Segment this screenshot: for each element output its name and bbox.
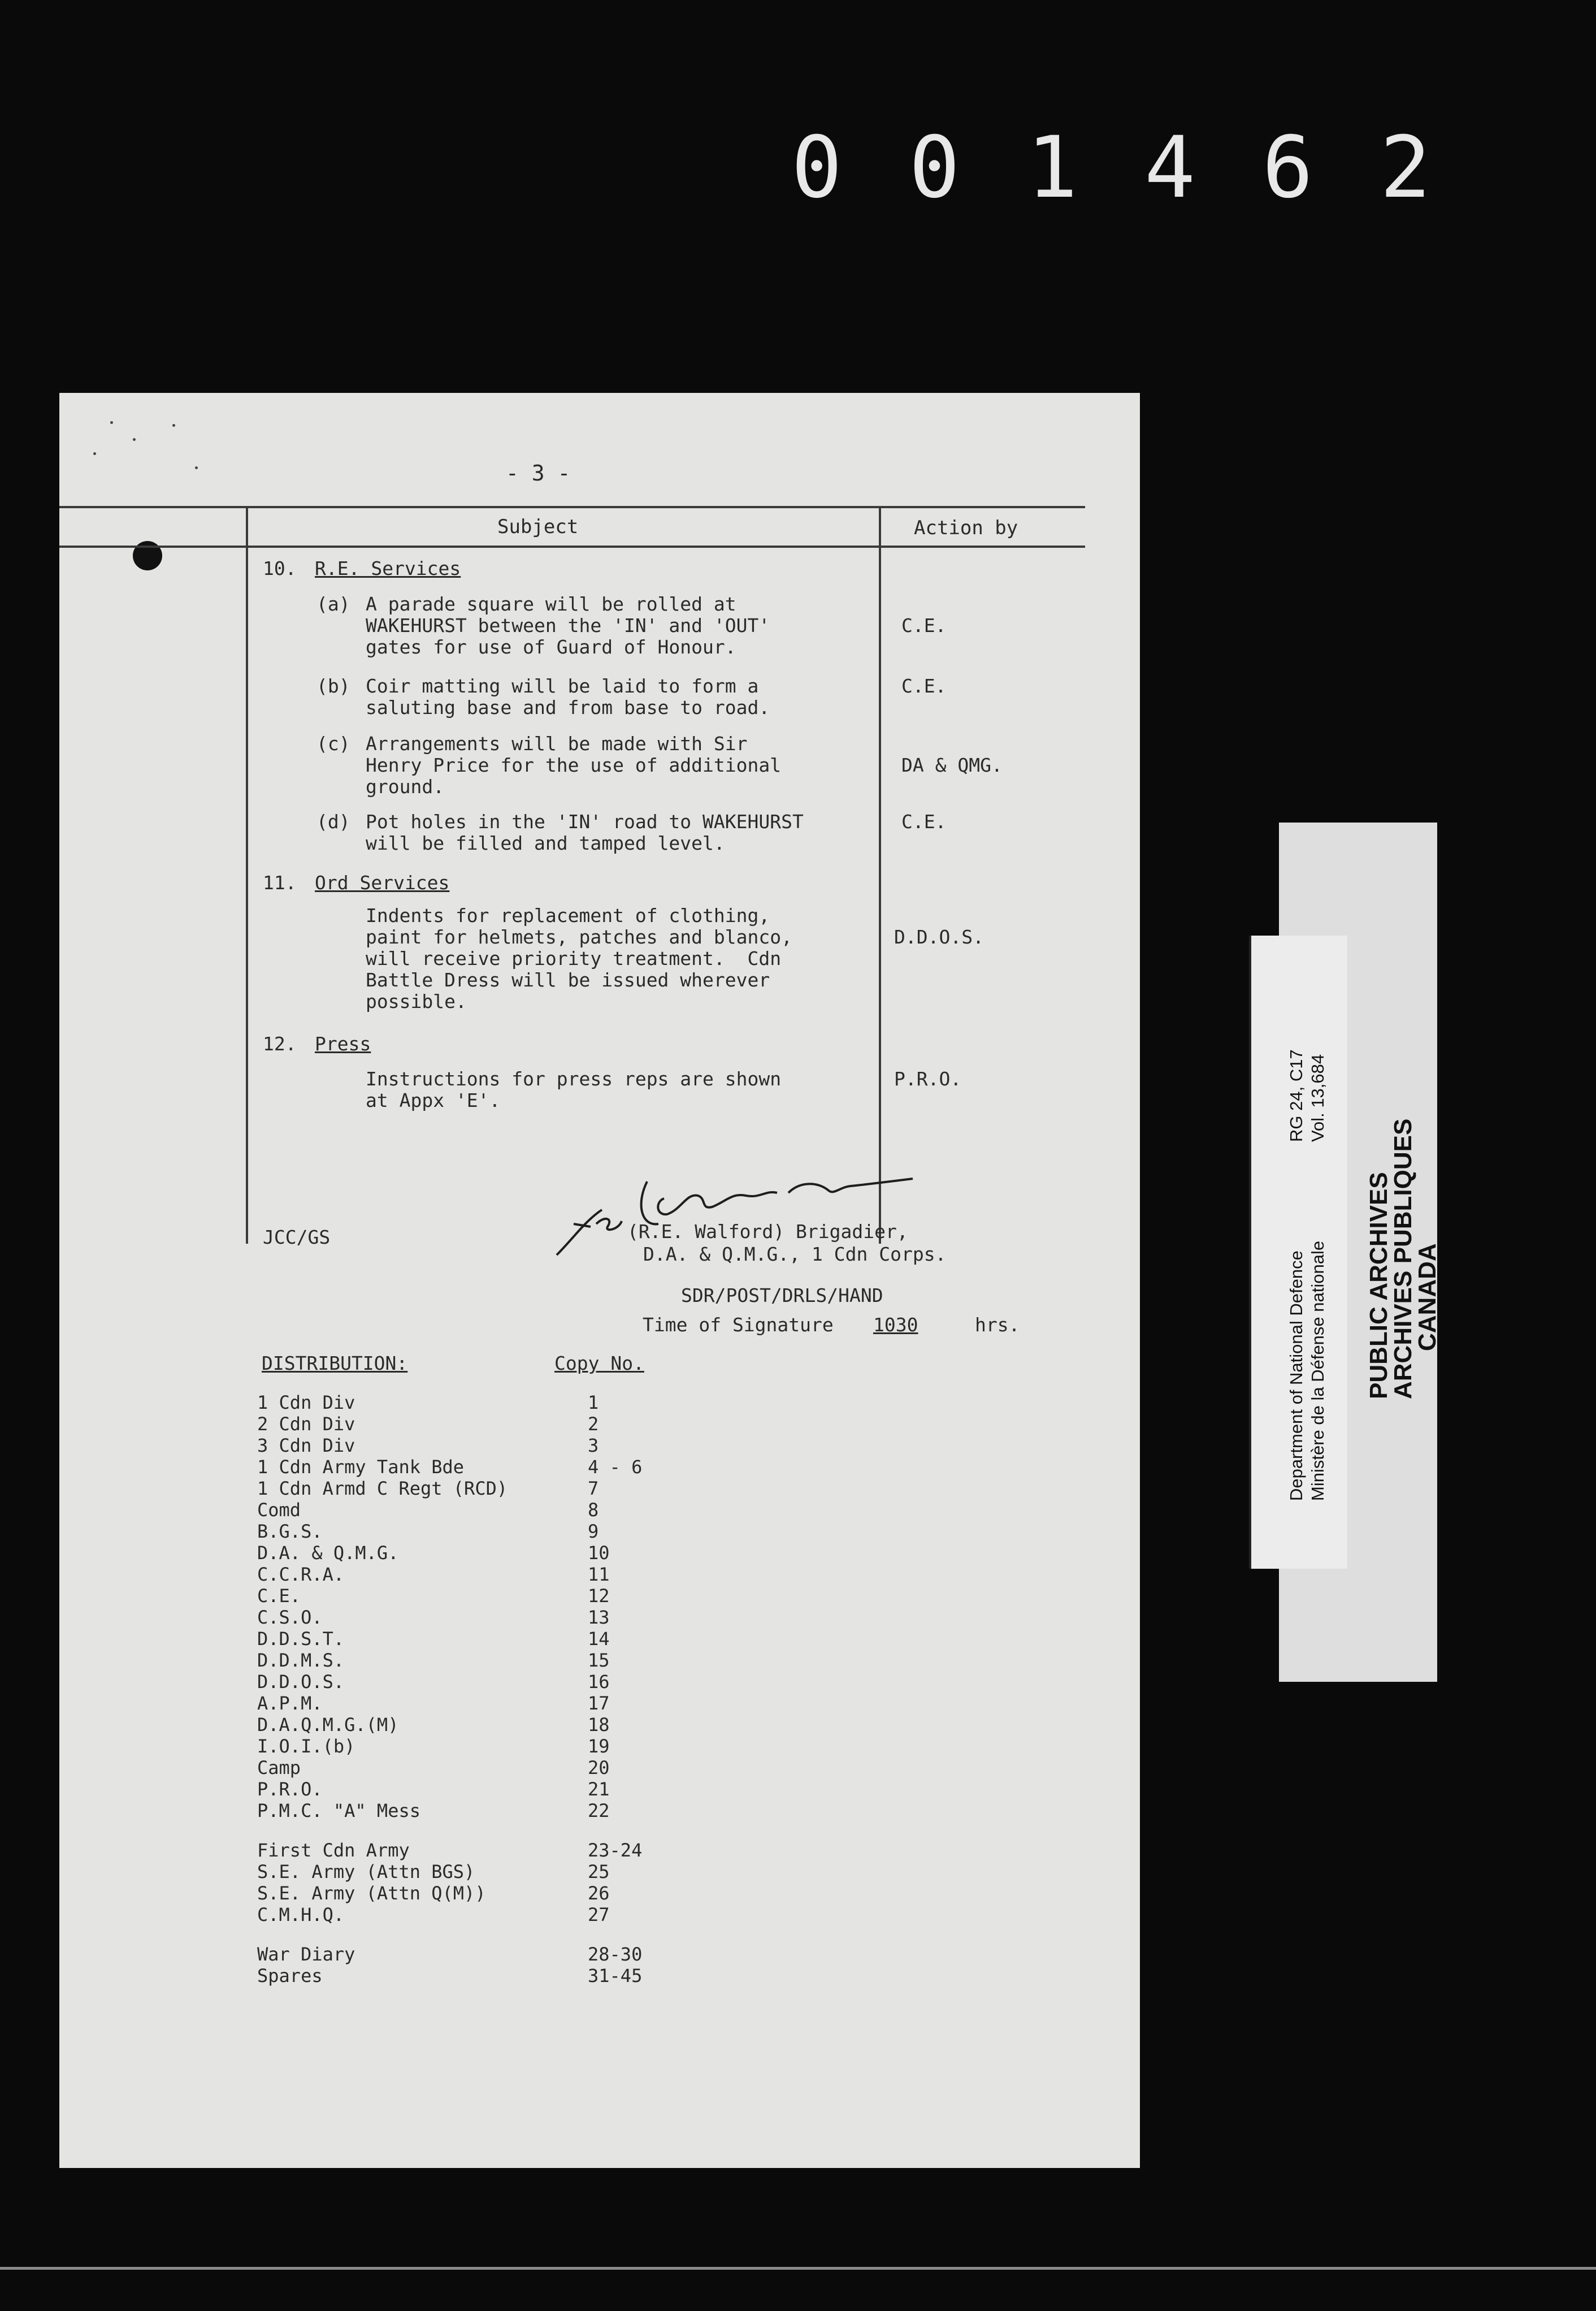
time-of-signature-label: Time of Signature	[643, 1314, 834, 1336]
item-line: saluting base and from base to road.	[366, 696, 770, 719]
distribution-unit: P.R.O.	[257, 1778, 323, 1800]
section-number: 10.	[263, 557, 297, 579]
reference-code: JCC/GS	[263, 1226, 331, 1248]
distribution-copy-number: 18	[588, 1714, 610, 1736]
item-line: Pot holes in the 'IN' road to WAKEHURST	[366, 811, 804, 833]
distribution-copy-number: 3	[588, 1435, 599, 1456]
action-value: C.E.	[901, 811, 947, 833]
distribution-unit: Comd	[257, 1499, 301, 1521]
signatory-line: (R.E. Walford) Brigadier,	[627, 1221, 908, 1243]
distribution-copy-number: 14	[588, 1628, 610, 1650]
copy-number-header: Copy No.	[554, 1352, 644, 1374]
distribution-unit: D.D.M.S.	[257, 1650, 345, 1671]
distribution-copy-number: 19	[588, 1736, 610, 1757]
distribution-copy-number: 8	[588, 1499, 599, 1521]
distribution-unit: C.E.	[257, 1585, 301, 1607]
speck	[133, 438, 136, 441]
archives-en: PUBLIC ARCHIVES	[1365, 1172, 1393, 1399]
distribution-unit: C.S.O.	[257, 1607, 323, 1628]
distribution-unit: D.D.O.S.	[257, 1671, 345, 1693]
distribution-unit: S.E. Army (Attn BGS)	[257, 1861, 475, 1882]
frame-number: 001462	[791, 119, 1498, 217]
distribution-copy-number: 2	[588, 1413, 599, 1435]
distribution-unit: C.M.H.Q.	[257, 1904, 345, 1925]
item-label: (d)	[316, 811, 350, 833]
distribution-copy-number: 20	[588, 1757, 610, 1778]
item-line: paint for helmets, patches and blanco,	[366, 926, 792, 948]
distribution-unit: I.O.I.(b)	[257, 1736, 355, 1757]
distribution-copy-number: 16	[588, 1671, 610, 1693]
item-label: (b)	[316, 675, 350, 697]
item-line: Indents for replacement of clothing,	[366, 905, 770, 927]
distribution-copy-number: 10	[588, 1542, 610, 1564]
distribution-unit: D.A.Q.M.G.(M)	[257, 1714, 399, 1736]
distribution-unit: 3 Cdn Div	[257, 1435, 355, 1456]
time-of-signature-value: 1030	[873, 1314, 918, 1336]
distribution-copy-number: 25	[588, 1861, 610, 1882]
distribution-unit: P.M.C. "A" Mess	[257, 1800, 420, 1821]
distribution-unit: Spares	[257, 1965, 323, 1987]
archives-country: CANADA	[1413, 1243, 1441, 1351]
section-number: 12.	[263, 1033, 297, 1055]
document-page	[59, 393, 1140, 2168]
distribution-unit: 1 Cdn Armd C Regt (RCD)	[257, 1478, 508, 1499]
speck	[110, 421, 113, 424]
distribution-unit: D.D.S.T.	[257, 1628, 345, 1650]
distribution-copy-number: 17	[588, 1693, 610, 1714]
archive-volume: Vol. 13,684	[1308, 1054, 1328, 1142]
speck	[93, 452, 96, 455]
action-by-header: Action by	[914, 517, 1018, 539]
distribution-copy-number: 22	[588, 1800, 610, 1821]
action-value: C.E.	[901, 614, 947, 637]
table-right-rule	[879, 506, 881, 1244]
distribution-copy-number: 1	[588, 1392, 599, 1413]
distribution-unit: A.P.M.	[257, 1693, 323, 1714]
distribution-copy-number: 12	[588, 1585, 610, 1607]
distribution-copy-number: 7	[588, 1478, 599, 1499]
item-line: Arrangements will be made with Sir	[366, 733, 748, 755]
item-label: (a)	[316, 593, 350, 615]
department-fr: Ministère de la Défense nationale	[1308, 1240, 1328, 1501]
distribution-copy-number: 15	[588, 1650, 610, 1671]
distribution-unit: Camp	[257, 1757, 301, 1778]
distribution-unit: D.A. & Q.M.G.	[257, 1542, 399, 1564]
distribution-copy-number: 27	[588, 1904, 610, 1925]
speck	[172, 424, 175, 427]
archives-fr: ARCHIVES PUBLIQUES	[1389, 1118, 1417, 1399]
item-line: possible.	[366, 990, 467, 1012]
item-line: gates for use of Guard of Honour.	[366, 636, 736, 658]
time-suffix: hrs.	[975, 1314, 1020, 1336]
distribution-unit: C.C.R.A.	[257, 1564, 345, 1585]
item-line: will be filled and tamped level.	[366, 832, 725, 854]
archive-reference: RG 24, C17	[1286, 1049, 1306, 1142]
distribution-copy-number: 28-30	[588, 1944, 643, 1965]
table-left-rule	[246, 506, 248, 1244]
item-line: will receive priority treatment. Cdn	[366, 947, 782, 970]
item-line: at Appx 'E'.	[366, 1089, 501, 1111]
signatory-line: D.A. & Q.M.G., 1 Cdn Corps.	[643, 1243, 947, 1265]
item-line: A parade square will be rolled at	[366, 593, 736, 615]
section-heading: R.E. Services	[315, 557, 461, 579]
department-en: Department of National Defence	[1286, 1250, 1306, 1501]
item-line: Henry Price for the use of additional	[366, 754, 782, 776]
item-line: Coir matting will be laid to form a	[366, 675, 759, 697]
distribution-unit: War Diary	[257, 1944, 355, 1965]
archive-reference-card	[1249, 936, 1347, 1569]
distribution-copy-number: 23-24	[588, 1840, 643, 1861]
section-heading: Press	[315, 1033, 371, 1055]
distribution-copy-number: 9	[588, 1521, 599, 1542]
distribution-copy-number: 11	[588, 1564, 610, 1585]
item-line: Instructions for press reps are shown	[366, 1068, 782, 1090]
section-heading: Ord Services	[315, 872, 450, 894]
item-label: (c)	[316, 733, 350, 755]
distribution-header: DISTRIBUTION:	[262, 1352, 408, 1374]
section-number: 11.	[263, 872, 297, 894]
page-number: - 3 -	[506, 461, 571, 486]
distribution-unit: 1 Cdn Army Tank Bde	[257, 1456, 465, 1478]
action-value: D.D.O.S.	[894, 926, 984, 948]
item-line: ground.	[366, 776, 445, 798]
distribution-copy-number: 13	[588, 1607, 610, 1628]
table-top-rule	[59, 506, 1085, 508]
dispatch-method: SDR/POST/DRLS/HAND	[681, 1284, 883, 1306]
item-line: Battle Dress will be issued wherever	[366, 969, 770, 991]
distribution-unit: S.E. Army (Attn Q(M))	[257, 1882, 486, 1904]
distribution-unit: First Cdn Army	[257, 1840, 410, 1861]
distribution-unit: 2 Cdn Div	[257, 1413, 355, 1435]
action-value: P.R.O.	[894, 1068, 962, 1090]
table-header-rule	[59, 546, 1085, 548]
speck	[195, 466, 198, 469]
distribution-copy-number: 31-45	[588, 1965, 643, 1987]
action-value: DA & QMG.	[901, 754, 1003, 776]
film-edge-line	[0, 2267, 1596, 2270]
distribution-copy-number: 21	[588, 1778, 610, 1800]
subject-header: Subject	[497, 516, 579, 538]
distribution-copy-number: 4 - 6	[588, 1456, 643, 1478]
distribution-unit: 1 Cdn Div	[257, 1392, 355, 1413]
action-value: C.E.	[901, 675, 947, 697]
distribution-copy-number: 26	[588, 1882, 610, 1904]
distribution-unit: B.G.S.	[257, 1521, 323, 1542]
item-line: WAKEHURST between the 'IN' and 'OUT'	[366, 614, 770, 637]
